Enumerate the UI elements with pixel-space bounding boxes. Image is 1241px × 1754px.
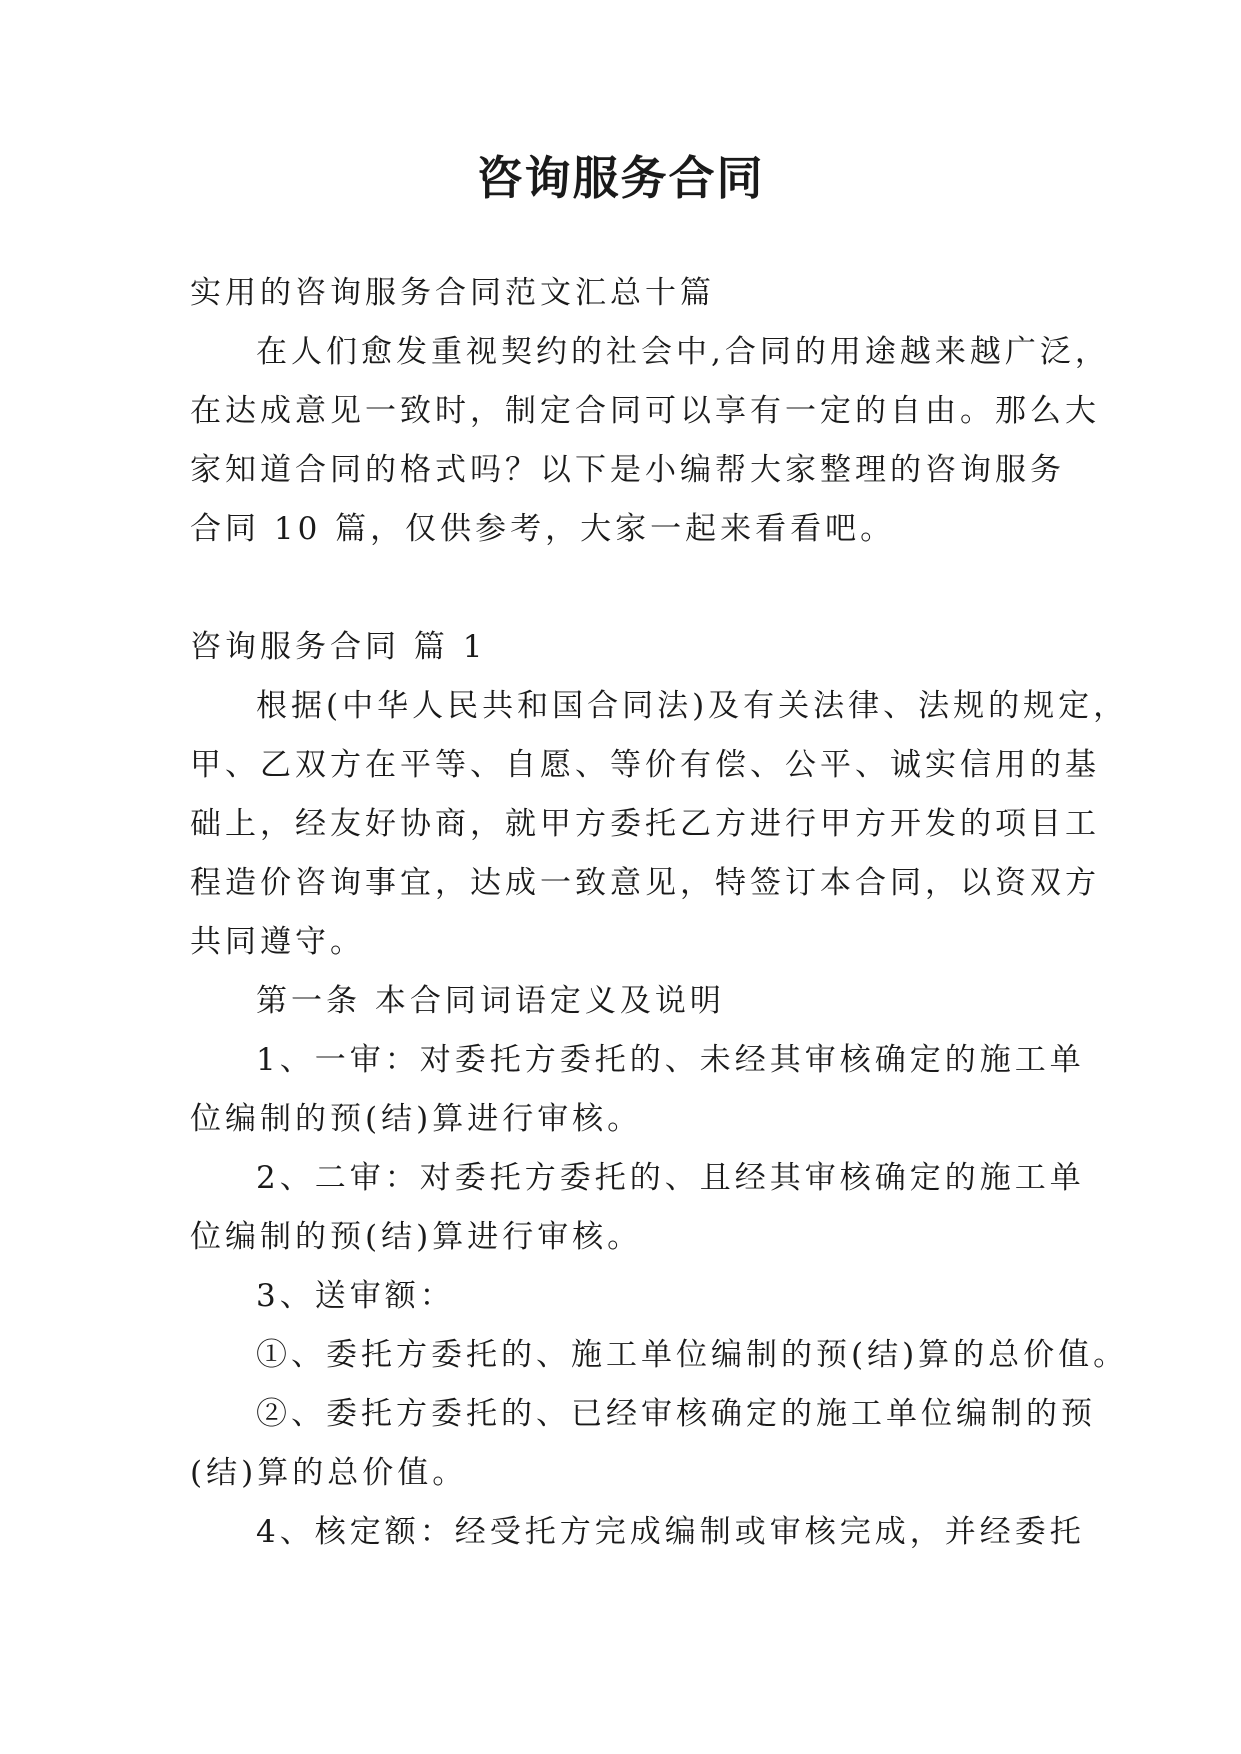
paragraph-line: 共同遵守。 [190, 924, 365, 960]
intro-line: 在达成意见一致时，制定合同可以享有一定的自由。那么大 [190, 393, 1100, 429]
article-heading: 第一条 本合同词语定义及说明 [256, 983, 725, 1019]
paragraph-line: 程造价咨询事宜，达成一致意见，特签订本合同，以资双方 [190, 865, 1100, 901]
clause-line: 位编制的预(结)算进行审核。 [190, 1101, 643, 1137]
paragraph-line: 甲、乙双方在平等、自愿、等价有偿、公平、诚实信用的基 [190, 747, 1100, 783]
clause-line: 位编制的预(结)算进行审核。 [190, 1219, 643, 1255]
document-body [190, 264, 1129, 1562]
clause-line: 1、一审：对委托方委托的、未经其审核确定的施工单 [256, 1042, 1085, 1078]
clause-line: 2、二审：对委托方委托的、且经其审核确定的施工单 [256, 1160, 1085, 1196]
paragraph-line: 础上，经友好协商，就甲方委托乙方进行甲方开发的项目工 [190, 806, 1100, 842]
intro-line: 家知道合同的格式吗？以下是小编帮大家整理的咨询服务 [190, 452, 1065, 488]
paragraph-line: 根据(中华人民共和国合同法)及有关法律、法规的规定， [256, 688, 1129, 724]
intro-line: 合同 10 篇，仅供参考，大家一起来看看吧。 [190, 511, 896, 547]
section-heading: 咨询服务合同 篇 1 [190, 629, 487, 665]
clause-line: 4、核定额：经受托方完成编制或审核完成，并经委托 [256, 1514, 1085, 1550]
clause-line: ②、委托方委托的、已经审核确定的施工单位编制的预 [256, 1396, 1096, 1432]
document-title: 咨询服务合同 [476, 151, 765, 205]
document-subtitle: 实用的咨询服务合同范文汇总十篇 [190, 275, 715, 311]
clause-line: 3、送审额： [256, 1278, 455, 1314]
clause-line: (结)算的总价值。 [190, 1455, 468, 1491]
clause-line: ①、委托方委托的、施工单位编制的预(结)算的总价值。 [256, 1337, 1129, 1373]
blank-line [190, 559, 1050, 618]
intro-line: 在人们愈发重视契约的社会中,合同的用途越来越广泛， [256, 334, 1110, 370]
